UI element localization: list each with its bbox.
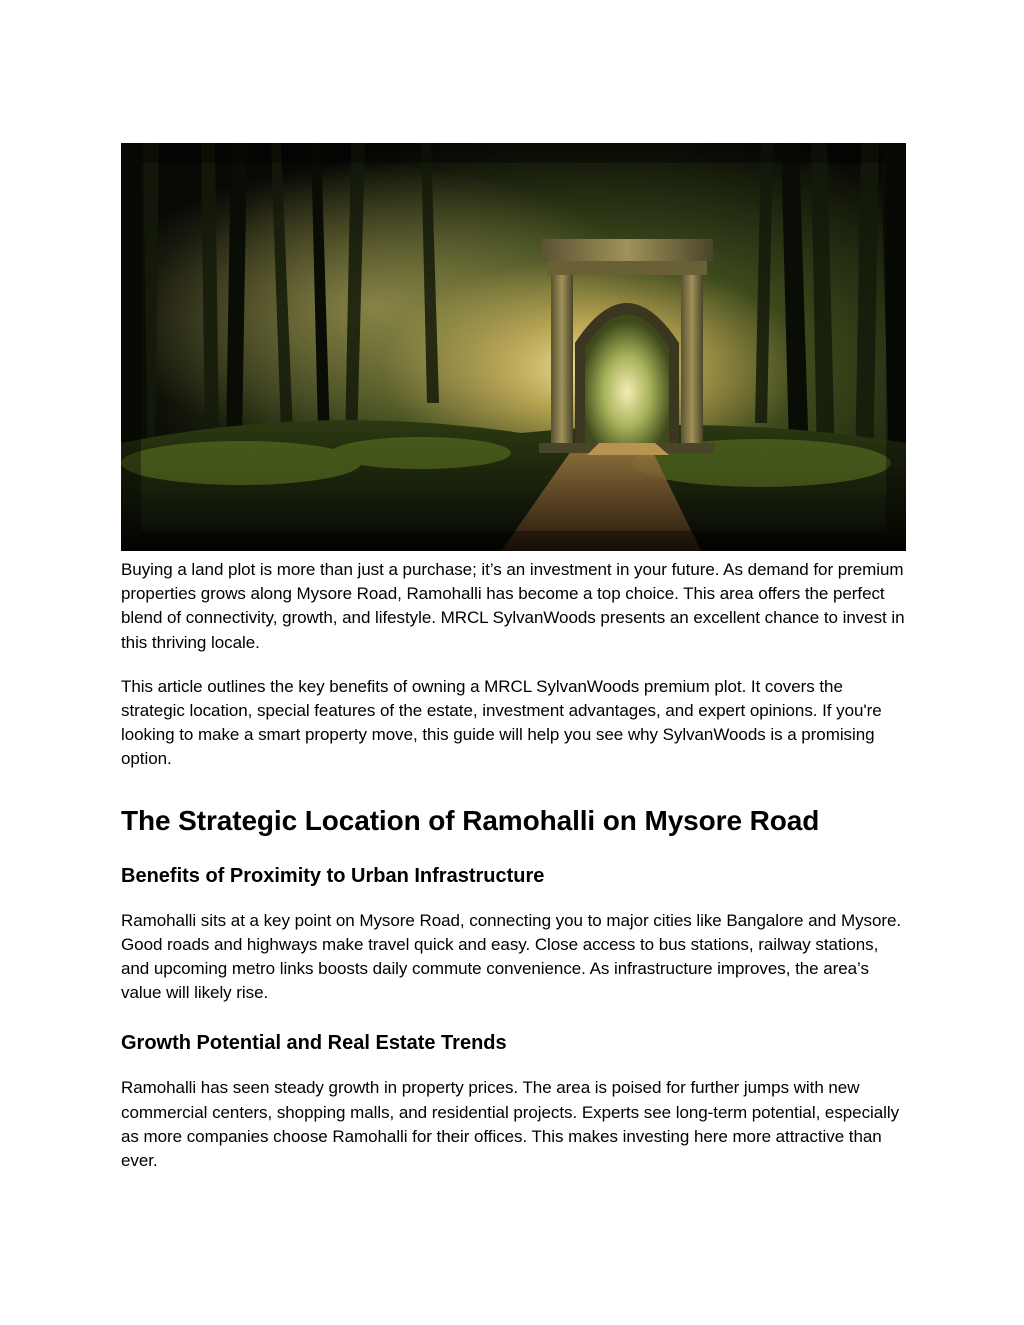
section-title: The Strategic Location of Ramohalli on Mysore Road bbox=[121, 804, 820, 836]
stone-archway bbox=[539, 239, 715, 455]
intro-paragraph-1: Buying a land plot is more than just a purchase; it’s an investment in your future. As demand for premium properties grows along Mysore Road, Ramohalli has become a top choice. This area offers the perfect blend of connectivity, growth, and lifestyle. MRCL SylvanWoods presents an excellent chance to invest in this thriving locale. bbox=[121, 560, 905, 652]
subsection-paragraph-infrastructure: Ramohalli sits at a key point on Mysore Road, connecting you to major cities like Bangalore and Mysore. Good roads and highways make travel quick and easy. Close access to bus stations, railway stations, and upcoming metro links boosts daily commute convenience. As infrastructure improves, the area’s value will likely rise. bbox=[121, 910, 902, 1003]
hero-illustration bbox=[121, 143, 906, 551]
subsection-title-growth: Growth Potential and Real Estate Trends bbox=[121, 1032, 507, 1055]
document-page bbox=[121, 143, 906, 1173]
subsection-title-infrastructure: Benefits of Proximity to Urban Infrastructure bbox=[121, 864, 545, 887]
intro-paragraph-2: This article outlines the key benefits of owning a MRCL SylvanWoods premium plot. It covers the strategic location, special features of the estate, investment advantages, and expert opinions. If you're looking to make a smart property move, this guide will help you see why SylvanWoods is a promising option. bbox=[121, 676, 882, 769]
hero-image-forest-archway bbox=[121, 143, 906, 551]
subsection-paragraph-growth: Ramohalli has seen steady growth in property prices. The area is poised for further jumps with new commercial centers, shopping malls, and residential projects. Experts see long-term potential, especially as more companies choose Ramohalli for their offices. This makes investing here more attractive than ever. bbox=[121, 1078, 900, 1171]
